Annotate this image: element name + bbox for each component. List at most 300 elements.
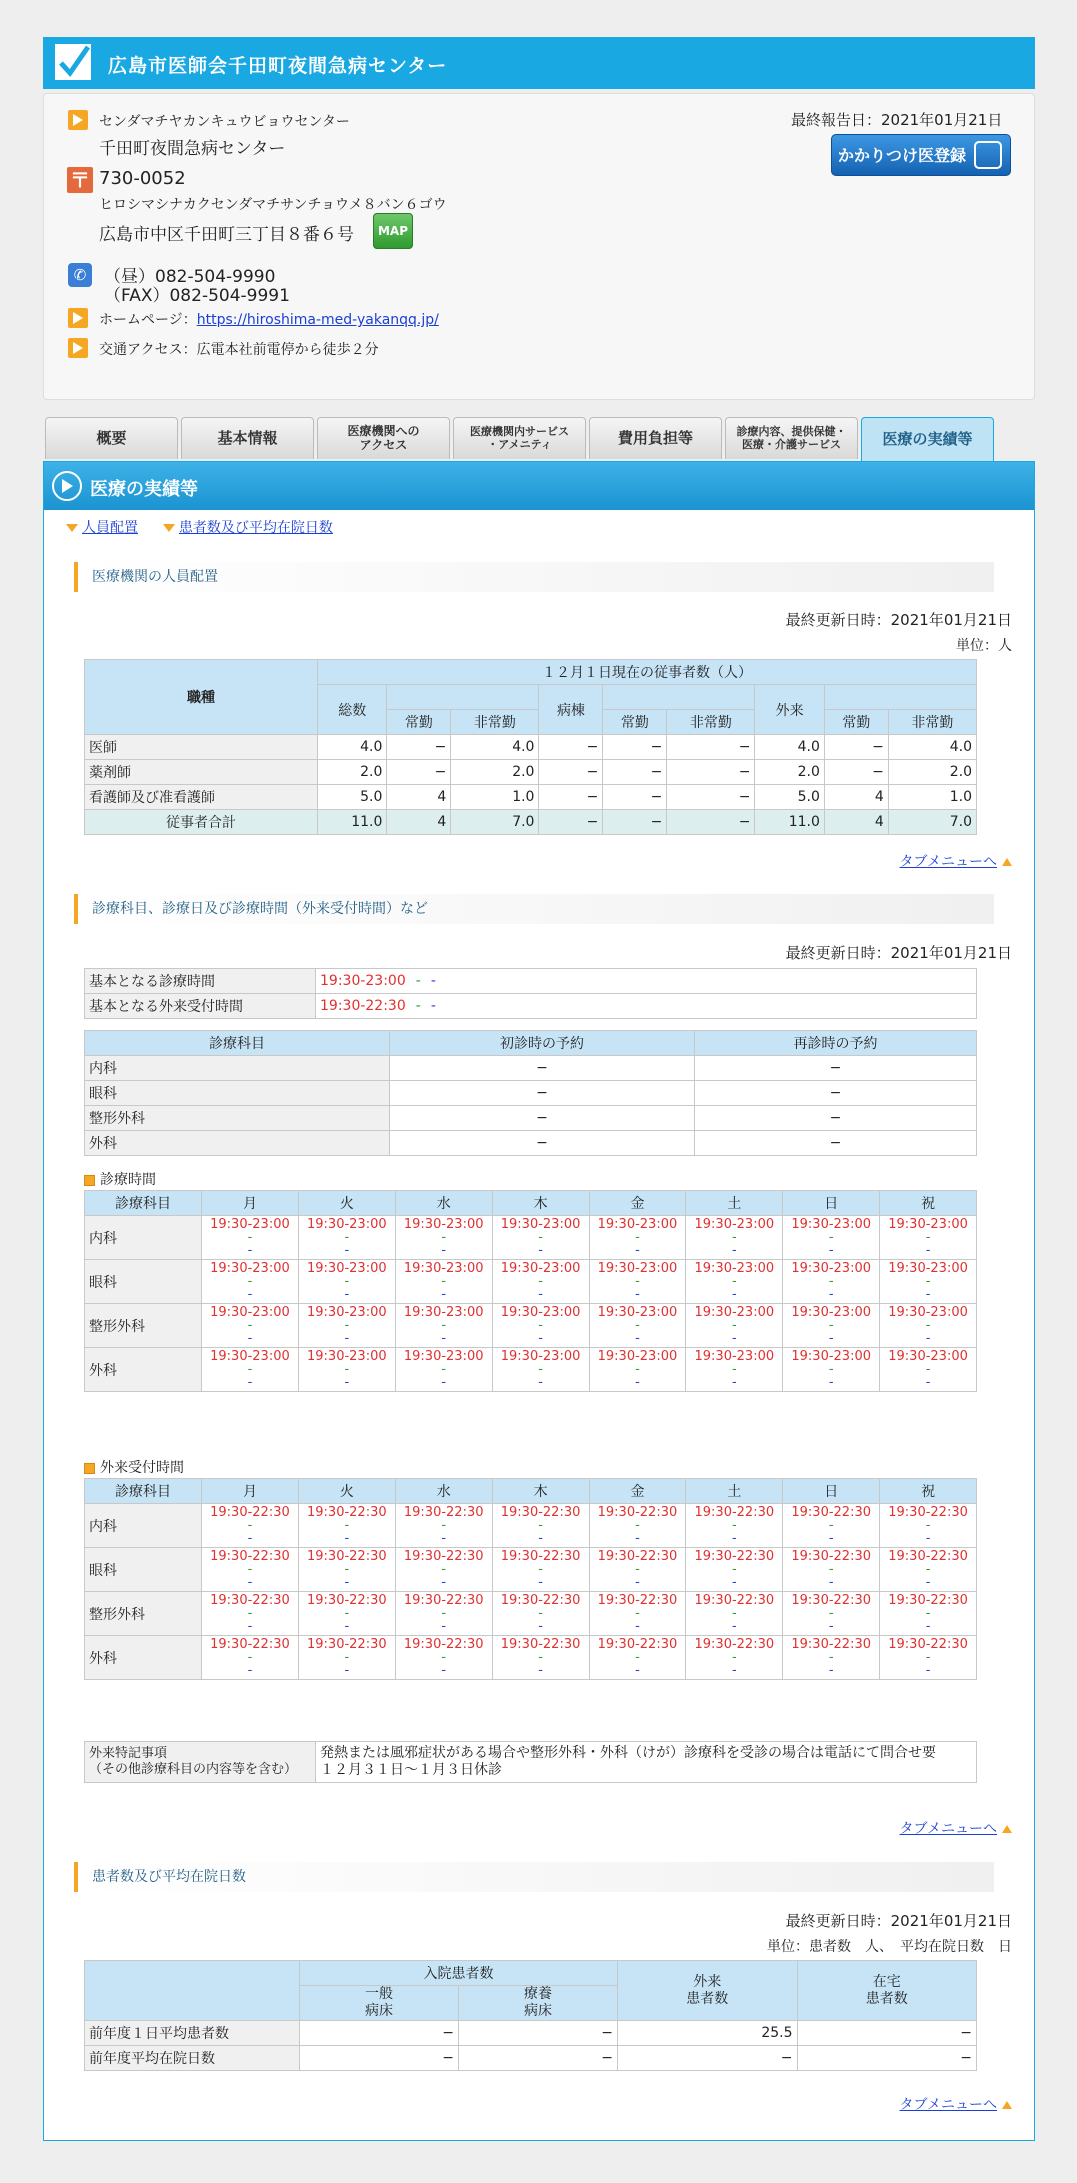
time-value: 19:30-23:00 — [500, 1217, 581, 1232]
dash-value: - — [247, 1663, 253, 1678]
time-cell — [880, 1304, 977, 1348]
time-cell — [202, 1304, 299, 1348]
time-cell — [492, 1348, 589, 1392]
dash-value: - — [925, 1362, 931, 1377]
dash-value: - — [344, 1562, 350, 1577]
patients-unit: 単位：患者数 人、 平均在院日数 日 — [767, 1939, 1012, 1955]
table-cell: − — [539, 760, 603, 785]
table-cell: − — [603, 760, 667, 785]
square-bullet-icon — [84, 1175, 95, 1186]
table-cell: 2.0 — [888, 760, 976, 785]
dash-value: - — [344, 1606, 350, 1621]
time-cell — [589, 1592, 686, 1636]
time-value: 19:30-23:00 — [210, 1349, 290, 1364]
back-to-tab-link[interactable]: タブメニューへ — [900, 1818, 1012, 1838]
table-row — [85, 1106, 977, 1131]
row-label: 看護師及び准看護師 — [85, 785, 318, 810]
dash-value: - — [538, 1518, 543, 1533]
time-cell — [395, 1260, 492, 1304]
col-day: 土 — [686, 1191, 783, 1216]
staff-table — [84, 659, 977, 835]
col-ward: 病棟 — [539, 685, 603, 735]
results-panel — [43, 461, 1035, 2141]
tab-services[interactable]: 診療内容、提供保健・ 医療・介護サービス — [725, 417, 858, 459]
time-value: 19:30-23:00 — [403, 1261, 484, 1276]
dash-value: - — [731, 1243, 737, 1258]
time-value: 19:30-23:00 — [320, 973, 406, 989]
basic-hours-table — [84, 968, 977, 1019]
tab-access[interactable]: 医療機関への アクセス — [317, 417, 450, 459]
table-cell: − — [797, 2021, 977, 2046]
dash-value: - — [731, 1375, 737, 1390]
dash-value: - — [925, 1650, 931, 1665]
dash-value: - — [731, 1230, 737, 1245]
anchor-patients-link[interactable]: 患者数及び平均在院日数 — [178, 520, 333, 536]
table-cell: 11.0 — [318, 810, 387, 835]
table-cell: − — [824, 760, 888, 785]
dash-value: - — [344, 1375, 350, 1390]
col-day: 木 — [492, 1191, 589, 1216]
site-header — [43, 37, 1035, 89]
back-to-tab-link[interactable]: タブメニューへ — [900, 2094, 1012, 2114]
schedule-title: 診療時間 — [84, 1169, 156, 1189]
dash-value: - — [635, 1243, 640, 1258]
address-kana: ヒロシマシナカクセンダマチサンチョウメ８バン６ゴウ — [99, 197, 447, 213]
time-value: 19:30-23:00 — [694, 1349, 775, 1364]
table-cell: 4.0 — [755, 735, 824, 760]
patients-table — [84, 1960, 977, 2071]
row-label: 前年度平均在院日数 — [85, 2046, 300, 2071]
time-cell — [395, 1348, 492, 1392]
time-cell — [298, 1592, 395, 1636]
triangle-down-icon — [163, 524, 175, 532]
dash-value: - — [344, 1230, 350, 1245]
dash-value: - — [538, 1274, 543, 1289]
dash-value: - — [925, 1318, 931, 1333]
table-row — [85, 1636, 977, 1680]
time-value: 19:30-23:00 — [791, 1349, 871, 1364]
dash-value: - — [538, 1318, 543, 1333]
dash-value: - — [828, 1230, 834, 1245]
tab-bar — [43, 417, 1035, 461]
time-cell — [298, 1636, 395, 1680]
special-notes-table — [84, 1741, 977, 1783]
table-cell: 11.0 — [755, 810, 824, 835]
table-cell: − — [618, 2046, 798, 2071]
col-general-bed: 一般 病床 — [300, 1986, 459, 2021]
time-value: 19:30-23:00 — [597, 1217, 678, 1232]
dash-value: - — [538, 1243, 543, 1258]
dash-value: - — [344, 1518, 350, 1533]
dash-value: - — [731, 1650, 737, 1665]
dash-value: - — [635, 1375, 640, 1390]
dash-value: - — [731, 1362, 737, 1377]
dash-value: - — [441, 1531, 447, 1546]
table-cell: 4.0 — [888, 735, 976, 760]
dash-value: - — [538, 1575, 543, 1590]
col-day: 日 — [783, 1191, 880, 1216]
time-value: 19:30-23:00 — [403, 1349, 484, 1364]
table-cell: − — [667, 760, 755, 785]
time-cell — [589, 1504, 686, 1548]
panel-header — [44, 462, 1034, 510]
table-row — [85, 969, 977, 994]
dash-value: - — [731, 1518, 737, 1533]
time-value: 19:30-23:00 — [210, 1261, 290, 1276]
table-row — [85, 1348, 977, 1392]
dash-value: - — [247, 1575, 253, 1590]
col-dept: 診療科目 — [85, 1479, 202, 1504]
time-value: 19:30-23:00 — [500, 1261, 581, 1276]
table-cell: 7.0 — [888, 810, 976, 835]
dash-value: - — [538, 1531, 543, 1546]
time-value: 19:30-23:00 — [791, 1261, 871, 1276]
dash-value: - — [441, 1619, 447, 1634]
time-cell — [589, 1304, 686, 1348]
table-cell: 2.0 — [755, 760, 824, 785]
dash-value: - — [828, 1274, 834, 1289]
dash-value: - — [247, 1243, 253, 1258]
tab-basic-info[interactable]: 基本情報 — [181, 417, 314, 459]
dash-value: - — [538, 1375, 543, 1390]
dash-value: - — [538, 1287, 543, 1302]
table-cell: − — [300, 2046, 459, 2071]
phone-day: （昼）082-504-9990 — [104, 267, 276, 287]
table-row — [85, 735, 977, 760]
dash-value: - — [635, 1663, 640, 1678]
table-cell: 2.0 — [318, 760, 387, 785]
row-label: 眼科 — [85, 1548, 202, 1592]
row-label: 前年度１日平均患者数 — [85, 2021, 300, 2046]
time-cell — [880, 1348, 977, 1392]
time-value: 19:30-23:00 — [888, 1349, 968, 1364]
back-to-tab-link[interactable]: タブメニューへ — [900, 851, 1012, 871]
time-value: 19:30-22:30 — [694, 1593, 775, 1608]
table-cell — [316, 969, 977, 994]
time-value: 19:30-23:00 — [403, 1305, 484, 1320]
time-cell — [686, 1548, 783, 1592]
table-cell: − — [539, 810, 603, 835]
dash-value: - — [828, 1243, 834, 1258]
kakaritsuke-label: かかりつけ医登録 — [838, 146, 967, 165]
row-label: 薬剤師 — [85, 760, 318, 785]
dash-value: - — [538, 1362, 543, 1377]
dash-value: - — [247, 1619, 253, 1634]
dash-value: - — [635, 1575, 640, 1590]
fax-number: （FAX）082-504-9991 — [104, 286, 290, 306]
homepage-link[interactable]: https://hiroshima-med-yakanqq.jp/ — [196, 312, 439, 328]
time-cell — [686, 1592, 783, 1636]
row-label: 外科 — [85, 1636, 202, 1680]
time-value: 19:30-22:30 — [403, 1505, 484, 1520]
dash-value: - — [344, 1531, 350, 1546]
time-cell — [202, 1548, 299, 1592]
time-value: 19:30-22:30 — [307, 1593, 387, 1608]
time-value: 19:30-23:00 — [210, 1305, 290, 1320]
dash-value: - — [828, 1518, 834, 1533]
dash-value: - — [430, 998, 436, 1014]
table-row — [85, 994, 977, 1019]
table-cell: 5.0 — [755, 785, 824, 810]
kakaritsuke-register-button[interactable] — [831, 134, 1011, 176]
time-cell — [686, 1260, 783, 1304]
time-value: 19:30-22:30 — [694, 1505, 775, 1520]
dash-value: - — [344, 1650, 350, 1665]
time-value: 19:30-22:30 — [694, 1637, 775, 1652]
patients-updated: 最終更新日時：2021年01月21日 — [785, 1912, 1012, 1930]
dash-value: - — [344, 1243, 350, 1258]
row-label: 外科 — [85, 1131, 390, 1156]
dash-value: - — [925, 1274, 931, 1289]
col-group: １２月１日現在の従事者数（人） — [318, 660, 977, 685]
dash-value: - — [925, 1619, 931, 1634]
time-cell — [395, 1636, 492, 1680]
dash-value: - — [828, 1375, 834, 1390]
time-cell — [880, 1216, 977, 1260]
row-label: 眼科 — [85, 1081, 390, 1106]
col-full: 常勤 — [824, 710, 888, 735]
time-value: 19:30-23:00 — [307, 1349, 387, 1364]
time-cell — [686, 1348, 783, 1392]
dash-value: - — [441, 1362, 447, 1377]
time-cell — [686, 1216, 783, 1260]
dash-value: - — [430, 973, 436, 989]
time-cell — [202, 1348, 299, 1392]
table-row — [85, 1548, 977, 1592]
dash-value: - — [731, 1606, 737, 1621]
table-row — [85, 1056, 977, 1081]
col-day: 日 — [783, 1479, 880, 1504]
dash-value: - — [344, 1575, 350, 1590]
table-cell: 4.0 — [318, 735, 387, 760]
table-row — [85, 785, 977, 810]
time-value: 19:30-23:00 — [307, 1305, 387, 1320]
row-label: 医師 — [85, 735, 318, 760]
dash-value: - — [247, 1331, 253, 1346]
time-cell — [492, 1592, 589, 1636]
time-cell — [395, 1548, 492, 1592]
time-value: 19:30-22:30 — [500, 1505, 581, 1520]
dash-value: - — [925, 1562, 931, 1577]
facility-info-box — [43, 93, 1035, 400]
time-cell — [686, 1504, 783, 1548]
time-value: 19:30-22:30 — [694, 1549, 775, 1564]
dash-value: - — [635, 1274, 640, 1289]
dash-value: - — [441, 1274, 447, 1289]
dash-value: - — [441, 1518, 447, 1533]
table-cell: − — [603, 810, 667, 835]
schedule-table — [84, 1190, 977, 1392]
time-value: 19:30-22:30 — [320, 998, 406, 1014]
dash-value: - — [828, 1362, 834, 1377]
dash-value: - — [731, 1274, 737, 1289]
time-cell — [686, 1636, 783, 1680]
time-cell — [202, 1216, 299, 1260]
time-cell — [783, 1636, 880, 1680]
dash-value: - — [925, 1331, 931, 1346]
time-value: 19:30-23:00 — [694, 1305, 775, 1320]
col-day: 祝 — [880, 1191, 977, 1216]
dash-value: - — [635, 1331, 640, 1346]
dash-value: - — [441, 1243, 447, 1258]
hours-updated: 最終更新日時：2021年01月21日 — [785, 944, 1012, 962]
dash-value: - — [925, 1287, 931, 1302]
dash-value: - — [247, 1274, 253, 1289]
dash-value: - — [441, 1375, 447, 1390]
dept-reservation-table — [84, 1030, 977, 1156]
time-value: 19:30-23:00 — [694, 1217, 775, 1232]
time-value: 19:30-22:30 — [500, 1637, 581, 1652]
col-job: 職種 — [85, 660, 318, 735]
dash-value: - — [247, 1518, 253, 1533]
col-total: 総数 — [318, 685, 387, 735]
dash-value: - — [344, 1619, 350, 1634]
time-cell — [589, 1348, 686, 1392]
arrow-icon — [68, 338, 88, 362]
address: 広島市中区千田町三丁目８番６号 — [99, 225, 354, 245]
dash-value: - — [344, 1362, 350, 1377]
time-cell — [298, 1504, 395, 1548]
table-cell: − — [539, 735, 603, 760]
dash-value: - — [635, 1619, 640, 1634]
time-cell — [686, 1304, 783, 1348]
time-cell — [492, 1260, 589, 1304]
time-cell — [395, 1216, 492, 1260]
time-cell — [492, 1504, 589, 1548]
time-cell — [783, 1216, 880, 1260]
time-value: 19:30-23:00 — [888, 1217, 968, 1232]
table-cell: 4 — [824, 785, 888, 810]
time-cell — [202, 1636, 299, 1680]
dash-value: - — [635, 1318, 640, 1333]
dash-value: - — [441, 1331, 447, 1346]
time-value: 19:30-22:30 — [307, 1637, 387, 1652]
dash-value: - — [344, 1287, 350, 1302]
dash-value: - — [247, 1562, 253, 1577]
row-label: 基本となる外来受付時間 — [85, 994, 316, 1019]
dash-value: - — [538, 1650, 543, 1665]
row-label: 内科 — [85, 1056, 390, 1081]
time-value: 19:30-23:00 — [791, 1217, 871, 1232]
table-cell: − — [603, 735, 667, 760]
tab-amenity[interactable]: 医療機関内サービス ・アメニティ — [453, 417, 586, 459]
time-value: 19:30-22:30 — [403, 1593, 484, 1608]
dash-value: - — [635, 1287, 640, 1302]
table-cell: − — [390, 1106, 695, 1131]
time-value: 19:30-23:00 — [791, 1305, 871, 1320]
time-value: 19:30-22:30 — [888, 1549, 968, 1564]
time-value: 19:30-23:00 — [888, 1261, 968, 1276]
dash-value: - — [441, 1318, 447, 1333]
table-cell: − — [667, 810, 755, 835]
dash-value: - — [925, 1375, 931, 1390]
time-value: 19:30-22:30 — [500, 1593, 581, 1608]
reception-table — [84, 1478, 977, 1680]
col-dept: 診療科目 — [85, 1191, 202, 1216]
time-cell — [589, 1548, 686, 1592]
time-cell — [202, 1504, 299, 1548]
last-report-date: 最終報告日：2021年01月21日 — [791, 111, 1003, 129]
tab-results[interactable]: 医療の実績等 — [861, 417, 994, 461]
table-cell: 7.0 — [451, 810, 539, 835]
table-row — [85, 1592, 977, 1636]
dash-value: - — [247, 1606, 253, 1621]
time-cell — [202, 1592, 299, 1636]
arrow-icon — [68, 308, 88, 332]
dash-value: - — [247, 1362, 253, 1377]
time-cell — [492, 1636, 589, 1680]
dash-value: - — [731, 1318, 737, 1333]
time-cell — [298, 1348, 395, 1392]
col-full: 常勤 — [387, 710, 451, 735]
row-label: 基本となる診療時間 — [85, 969, 316, 994]
time-value: 19:30-23:00 — [597, 1305, 678, 1320]
col-day: 火 — [298, 1479, 395, 1504]
time-cell — [589, 1636, 686, 1680]
section-patients-title: 患者数及び平均在院日数 — [74, 1862, 994, 1892]
tab-cost[interactable]: 費用負担等 — [589, 417, 722, 459]
dash-value: - — [828, 1650, 834, 1665]
anchor-staff-link[interactable]: 人員配置 — [82, 520, 138, 536]
dash-value: - — [731, 1663, 737, 1678]
dash-value: - — [344, 1274, 350, 1289]
dash-value: - — [828, 1531, 834, 1546]
time-cell — [298, 1260, 395, 1304]
checkbox-logo-icon — [53, 42, 93, 82]
dash-value: - — [828, 1287, 834, 1302]
table-cell: − — [539, 785, 603, 810]
table-cell: 4 — [387, 810, 451, 835]
table-cell: − — [695, 1106, 977, 1131]
time-cell — [880, 1504, 977, 1548]
table-row — [85, 760, 977, 785]
time-value: 19:30-22:30 — [597, 1549, 678, 1564]
dash-value: - — [925, 1531, 931, 1546]
table-row — [85, 1216, 977, 1260]
dash-value: - — [635, 1562, 640, 1577]
stethoscope-icon — [974, 141, 1002, 169]
time-cell — [783, 1592, 880, 1636]
table-row — [85, 1081, 977, 1106]
table-cell: 1.0 — [888, 785, 976, 810]
time-value: 19:30-23:00 — [307, 1261, 387, 1276]
time-cell — [492, 1216, 589, 1260]
tab-overview[interactable]: 概要 — [45, 417, 178, 459]
time-value: 19:30-22:30 — [791, 1505, 871, 1520]
dash-value: - — [247, 1650, 253, 1665]
dash-value: - — [731, 1562, 737, 1577]
table-row — [85, 1131, 977, 1156]
dash-value: - — [538, 1562, 543, 1577]
dash-value: - — [441, 1230, 447, 1245]
col-day: 月 — [202, 1479, 299, 1504]
time-value: 19:30-22:30 — [791, 1593, 871, 1608]
time-value: 19:30-22:30 — [403, 1549, 484, 1564]
dash-value: - — [441, 1650, 447, 1665]
time-cell — [880, 1636, 977, 1680]
dash-value: - — [441, 1562, 447, 1577]
col-outpatient: 外来 — [755, 685, 824, 735]
col-day: 水 — [395, 1191, 492, 1216]
map-button[interactable]: MAP — [373, 213, 413, 249]
time-cell — [395, 1504, 492, 1548]
row-label: 整形外科 — [85, 1106, 390, 1131]
col-outpatient-count: 外来 患者数 — [618, 1961, 798, 2021]
homepage-label: ホームページ： — [99, 312, 197, 328]
row-label: 従事者合計 — [85, 810, 318, 835]
col-day: 水 — [395, 1479, 492, 1504]
table-cell: − — [667, 735, 755, 760]
